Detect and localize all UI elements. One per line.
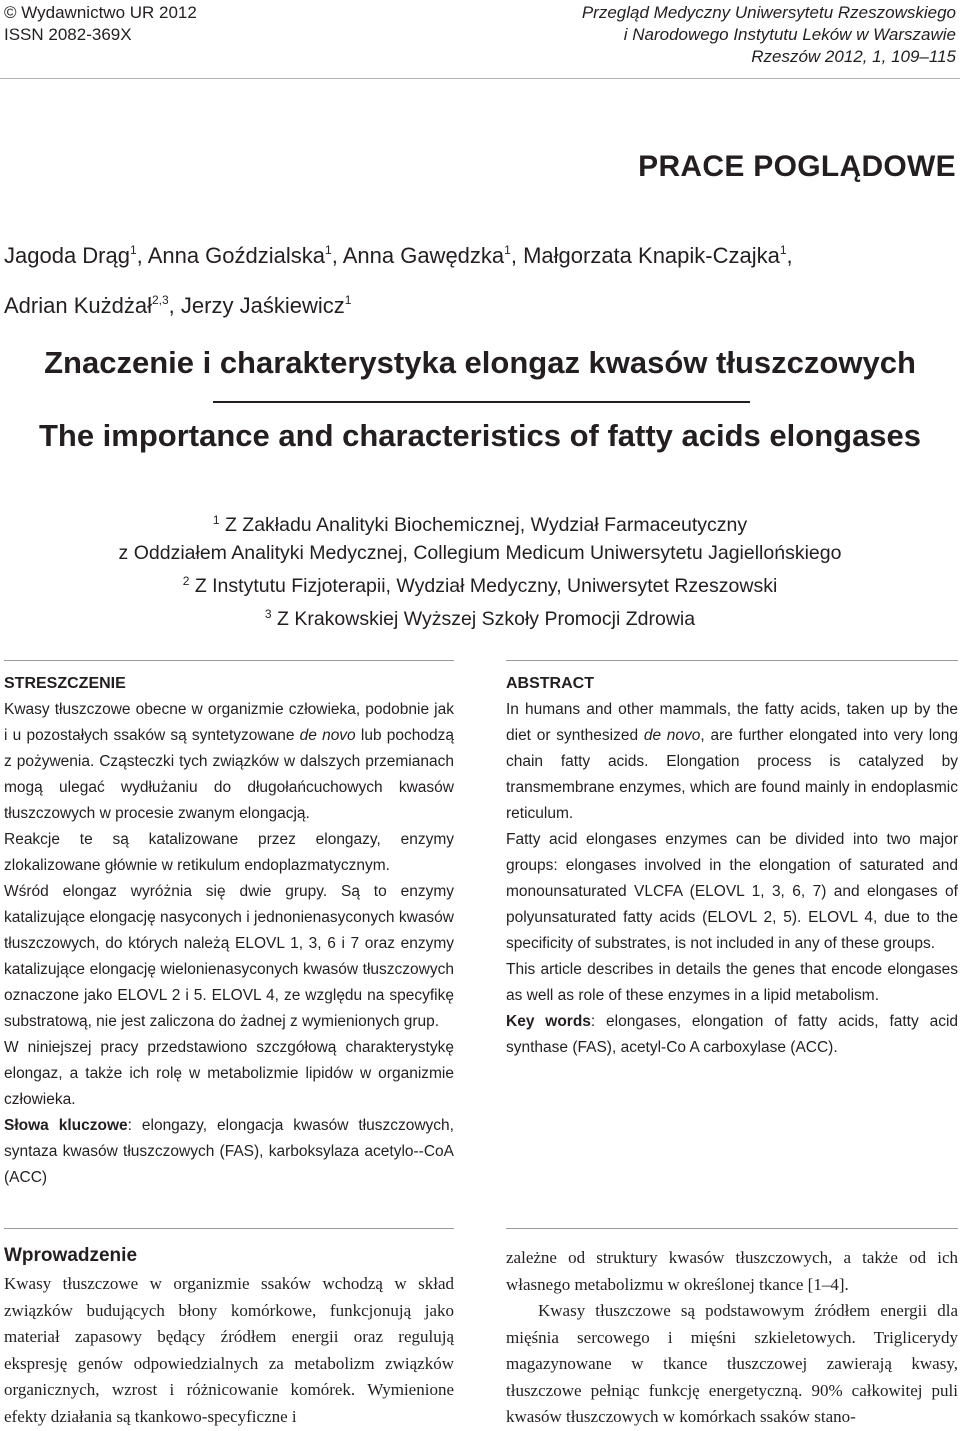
title-polish: Znaczenie i charakterystyka elongaz kwasów tłuszczowych xyxy=(44,345,916,380)
streszczenie-paragraph: Reakcje te są katalizowane przez elongazy, enzymy zlokalizowane głównie w retikulum endoplazmatycznym. xyxy=(4,831,454,874)
author-separator: , xyxy=(168,293,181,318)
keywords-label: Słowa kluczowe xyxy=(4,1117,128,1134)
abstract-block xyxy=(506,671,958,1061)
journal-name-line-2: i Narodowego Instytutu Leków w Warszawie xyxy=(623,25,956,44)
abstract-heading: ABSTRACT xyxy=(506,675,594,692)
journal-name-line-1: Przegląd Medyczny Uniwersytetu Rzeszowskiego xyxy=(581,3,956,22)
introduction-paragraph: Kwasy tłuszczowe są podstawowym źródłem energii dla mięśnia sercowego i mięśni szkieletowych. Triglicerydy magazynowane w tkance tłuszczowej zawierają kwasy, tłuszczowe pełniąc funkcję energetyczną. 90% całkowitej puli kwasów tłuszczowych w komórkach ssaków stano- xyxy=(506,1301,958,1426)
affiliation-text: Z Instytutu Fizjoterapii, Wydział Medyczny, Uniwersytet Rzeszowski xyxy=(194,575,778,597)
journal-citation xyxy=(582,2,956,68)
affiliation-number: 2 xyxy=(182,574,190,588)
affiliation-line xyxy=(0,506,960,539)
author-separator: , xyxy=(510,243,524,268)
author-separator: , xyxy=(331,243,343,268)
italic-term: de novo xyxy=(299,727,356,744)
text-run: lub pochodzą z pożywenia. Cząsteczki tych związków w dalszych przemianach mogą ulegać wydłużaniu do długołańcuchowych kwasów tłuszczowych w procesie zwanym elongacją. xyxy=(4,727,454,822)
author-name: Jagoda Drąg xyxy=(4,243,130,268)
intro-top-rule-left xyxy=(4,1228,454,1229)
affiliation-text: Z Krakowskiej Wyższej Szkoły Promocji Zdrowia xyxy=(277,608,696,630)
introduction-heading: Wprowadzenie xyxy=(4,1245,138,1266)
streszczenie-paragraph xyxy=(4,697,454,827)
author-affiliation-mark: 1 xyxy=(344,293,352,307)
author-name: Jerzy Jaśkiewicz xyxy=(180,293,345,318)
introduction-paragraph: zależne od struktury kwasów tłuszczowych, a także od ich własnego metabolizmu w określonej tkance [1–4]. xyxy=(506,1248,958,1294)
title-divider xyxy=(213,401,750,403)
text-run: Kwasy tłuszczowe obecne w organizmie człowieka, podobnie jak i u pozostałych ssaków są syntetyzowane xyxy=(4,701,454,744)
affiliation-text: z Oddziałem Analityki Medycznej, Collegium Medicum Uniwersytetu Jagiellońskiego xyxy=(118,542,842,564)
streszczenie-top-rule xyxy=(4,660,454,661)
abstract-keywords xyxy=(506,1009,958,1061)
author-separator: , xyxy=(786,243,793,268)
keywords-label: Key words xyxy=(506,1013,591,1030)
journal-imprint xyxy=(4,2,197,46)
author-name: Adrian Kużdżał xyxy=(4,293,152,318)
author-line-2 xyxy=(4,278,793,328)
introduction-left-column xyxy=(4,1243,454,1430)
affiliation-line xyxy=(0,539,960,567)
author-affiliation-mark: 2,3 xyxy=(151,293,169,307)
abstract-paragraph: This article describes in details the genes that encode elongases as well as role of these enzymes in a lipid metabolism. xyxy=(506,961,958,1004)
affiliation-line xyxy=(0,600,960,633)
author-name: Małgorzata Knapik-Czajka xyxy=(523,243,780,268)
affiliation-line xyxy=(0,567,960,600)
affiliation-number: 3 xyxy=(264,607,272,621)
abstract-paragraph: Fatty acid elongases enzymes can be divided into two major groups: elongases involved in the elongation of saturated and monounsaturated VLCFA (ELOVL 1, 3, 6, 7) and elongases of polyunsaturated fatty acids (ELOVL 2, 5). ELOVL 4, due to the specificity of substrates, is not included in any of these groups. xyxy=(506,831,958,952)
affiliation-text: Z Zakładu Analityki Biochemicznej, Wydział Farmaceutyczny xyxy=(224,514,748,536)
author-list xyxy=(4,228,793,328)
keywords-text: : elongases, elongation of fatty acids, fatty acid synthase (FAS), acetyl-Co A carboxylase (ACC). xyxy=(506,1013,959,1056)
affiliation-number: 1 xyxy=(212,513,220,527)
streszczenie-heading: STRESZCZENIE xyxy=(4,675,126,692)
introduction-right-column xyxy=(506,1245,958,1431)
text-run: , are further elongated into very long chain fatty acids. Elongation process is catalyzed by transmembrane enzymes, which are found mainly in endoplasmic reticulum. xyxy=(506,727,958,822)
author-affiliation-mark: 1 xyxy=(325,243,332,257)
streszczenie-block xyxy=(4,671,454,1191)
italic-term: de novo xyxy=(643,727,701,744)
author-line-1 xyxy=(4,228,793,278)
title-english: The importance and characteristics of fatty acids elongases xyxy=(38,418,922,453)
affiliations xyxy=(0,506,960,633)
author-name: Anna Goździalska xyxy=(147,243,326,268)
copyright-line: © Wydawnictwo UR 2012 xyxy=(4,3,197,22)
header-divider xyxy=(0,78,960,79)
abstract-paragraph xyxy=(506,697,958,827)
author-affiliation-mark: 1 xyxy=(129,243,137,257)
author-name: Anna Gawędzka xyxy=(342,243,505,268)
streszczenie-keywords xyxy=(4,1113,454,1191)
author-affiliation-mark: 1 xyxy=(504,243,511,257)
streszczenie-paragraph: Wśród elongaz wyróżnia się dwie grupy. Są to enzymy katalizujące elongację nasyconych i jednonienasyconych kwasów tłuszczowych, do których należą ELOVL 1, 3, 6 i 7 oraz enzymy katalizujące elongację wielonienasyconych kwasów tłuszczowych oznaczone jako ELOVL 2 i 5. ELOVL 4, ze względu na specyfikę substratową, nie jest zaliczona do żadnej z wymienionych grup. xyxy=(4,883,454,1030)
text-run: In humans and other mammals, the fatty acids, taken up by the diet or synthesized xyxy=(506,701,958,744)
streszczenie-paragraph: W niniejszej pracy przedstawiono szczgółową charakterystykę elongaz, a także ich rolę w metabolizmie lipidów w organizmie człowieka. xyxy=(4,1039,454,1108)
abstract-top-rule xyxy=(506,660,958,661)
introduction-paragraph: Kwasy tłuszczowe w organizmie ssaków wchodzą w skład związków budujących błony komórkowe, funkcjonują jako materiał zapasowy będący źródłem energii oraz regulują ekspresję genów odpowiedzialnych za metabolizm związków organicznych, wzrost i różnicowanie komórek. Wymienione efekty działania są tkankowo-specyficzne i xyxy=(4,1274,454,1426)
author-affiliation-mark: 1 xyxy=(779,243,787,257)
issn-line: ISSN 2082-369X xyxy=(4,25,132,44)
journal-issue-line: Rzeszów 2012, 1, 109–115 xyxy=(751,47,956,66)
keywords-text: : elongazy, elongacja kwasów tłuszczowych, syntaza kwasów tłuszczowych (FAS), karboksylaza acetylo--CoA (ACC) xyxy=(4,1117,454,1186)
author-separator: , xyxy=(136,243,148,268)
intro-top-rule-right xyxy=(506,1228,958,1229)
section-label: PRACE POGLĄDOWE xyxy=(638,150,956,183)
